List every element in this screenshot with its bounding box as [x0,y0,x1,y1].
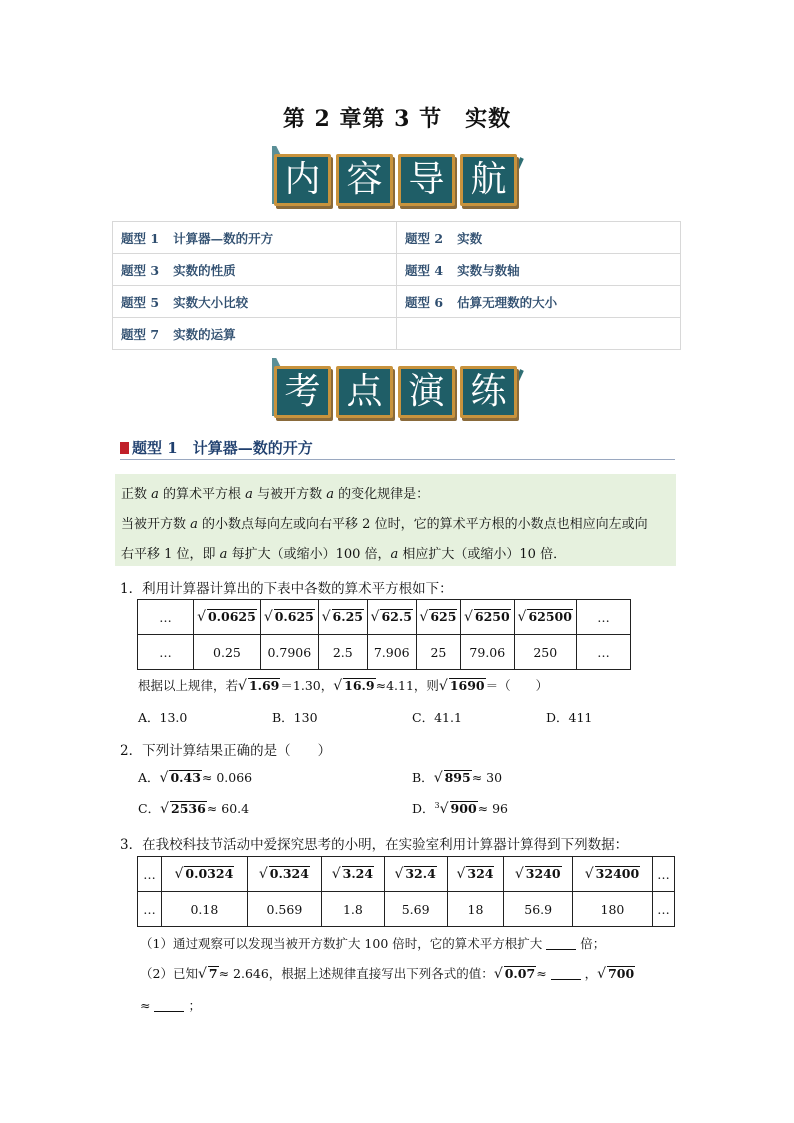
table-cell: … [138,600,194,635]
table-cell: … [577,635,631,670]
table-cell: … [138,635,194,670]
table-row [138,892,675,927]
question-1-table [137,599,631,670]
table-cell: 180 [572,892,652,927]
nav-item[interactable]: 题型 5 实数大小比较 [113,286,397,318]
exercise-banner [0,358,794,428]
option-c[interactable]: C．41.1 [412,710,462,725]
table-cell: √ 32400 [572,857,652,892]
table-cell: √ 32.4 [384,857,447,892]
table-cell: … [577,600,631,635]
banner-char: 考 [274,366,331,418]
section-divider [120,459,675,460]
question-3-part-2-cont: ≈ ； [140,998,201,1013]
table-cell: 5.69 [384,892,447,927]
option-d[interactable]: D．$^3$√ 900≈ 96 [412,800,508,817]
option-a[interactable]: A．√ 0.43≈ 0.066 [138,770,253,786]
question-2-stem: 2．下列计算结果正确的是（ ） [120,743,332,759]
table-cell: √ 0.324 [247,857,321,892]
option-b[interactable]: B．130 [272,710,318,725]
question-3-part-2: （2）已知√ 7≈ 2.646，根据上述规律直接写出下列各式的值：√ 0.07≈ ，√ 700 [140,966,635,982]
table-cell: 18 [447,892,504,927]
table-cell: 250 [514,635,576,670]
question-1-rule: 根据以上规律，若√ 1.69＝1.30，√ 16.9≈4.11，则√ 1690＝（ ） [138,678,549,694]
table-cell: √ 0.0324 [162,857,248,892]
table-cell: 2.5 [318,635,367,670]
table-cell: 1.8 [322,892,385,927]
nav-table [112,221,681,350]
banner-char: 导 [398,154,455,206]
banner-char: 容 [336,154,393,206]
table-cell: √ 62500 [514,600,576,635]
table-cell: √ 625 [416,600,460,635]
answer-blank[interactable] [154,1000,184,1012]
banner-char: 练 [460,366,517,418]
question-1-stem: 1．利用计算器计算出的下表中各数的算术平方根如下： [120,581,453,597]
table-cell: 79.06 [461,635,514,670]
table-cell: √ 0.625 [260,600,318,635]
option-d[interactable]: D．411 [546,710,593,725]
nav-item-empty [397,318,681,350]
table-cell: 7.906 [367,635,416,670]
table-row [138,857,675,892]
option-c[interactable]: C．√ 2536≈ 60.4 [138,801,250,817]
option-a[interactable]: A．13.0 [138,710,188,725]
table-cell: 0.7906 [260,635,318,670]
nav-item[interactable]: 题型 6 估算无理数的大小 [397,286,681,318]
table-cell: √ 3.24 [322,857,385,892]
banner-char: 点 [336,366,393,418]
section-heading: 题型 1 计算器—数的开方 [120,437,313,458]
table-cell: 56.9 [504,892,572,927]
nav-item[interactable]: 题型 7 实数的运算 [113,318,397,350]
tip-box: 正数 a 的算术平方根 a 与被开方数 a 的变化规律是： 当被开方数 a 的小数点每向左或向右平移 2 位时，它的算术平方根的小数点也相应向左或向 右平移 1 位，即 a 每扩大（或缩小）100 倍，a 相应扩大（或缩小）10 倍． [115,474,676,566]
table-cell: 0.18 [162,892,248,927]
table-cell: √ 3240 [504,857,572,892]
table-cell: … [653,892,675,927]
table-cell: √ 62.5 [367,600,416,635]
question-3-table [137,856,675,927]
table-cell: … [653,857,675,892]
question-3-stem: 3．在我校科技节活动中爱探究思考的小明，在实验室利用计算器计算得到下列数据： [120,837,629,853]
nav-banner [0,146,794,216]
option-b[interactable]: B．√ 895≈ 30 [412,770,503,786]
table-cell: 0.25 [194,635,261,670]
table-cell: √ 6250 [461,600,514,635]
answer-blank[interactable] [551,968,581,980]
banner-char: 航 [460,154,517,206]
table-cell: 0.569 [247,892,321,927]
table-row [138,600,631,635]
question-3-part-1: （1）通过观察可以发现当被开方数扩大 100 倍时，它的算术平方根扩大 倍； [140,936,606,951]
table-cell: 25 [416,635,460,670]
nav-item[interactable]: 题型 2 实数 [397,222,681,254]
nav-item[interactable]: 题型 1 计算器—数的开方 [113,222,397,254]
nav-item[interactable]: 题型 3 实数的性质 [113,254,397,286]
banner-char: 内 [274,154,331,206]
page-title: 第 2 章第 3 节 实数 [282,106,512,132]
banner-char: 演 [398,366,455,418]
table-row [138,635,631,670]
table-cell: √ 324 [447,857,504,892]
section-marker-icon [120,442,129,454]
answer-blank[interactable] [546,938,576,950]
table-cell: √ 0.0625 [194,600,261,635]
table-cell: … [138,857,162,892]
table-cell: … [138,892,162,927]
table-cell: √ 6.25 [318,600,367,635]
nav-item[interactable]: 题型 4 实数与数轴 [397,254,681,286]
